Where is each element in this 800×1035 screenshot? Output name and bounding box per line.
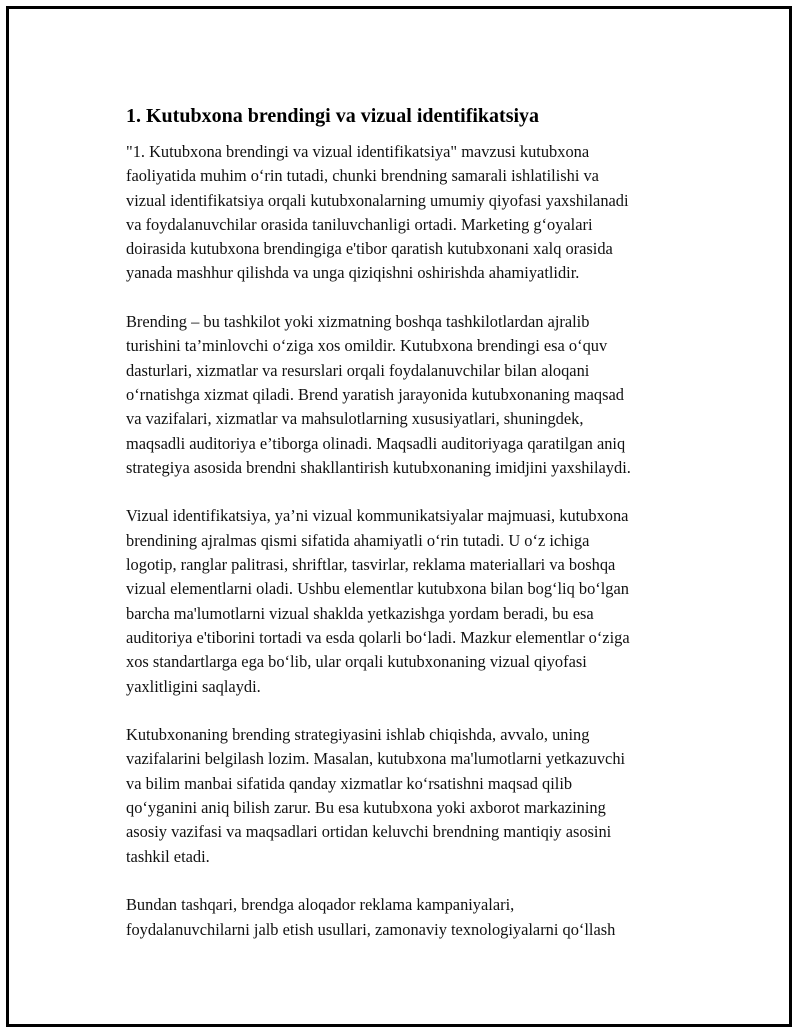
paragraph-line: Brending – bu tashkilot yoki xizmatning boshqa tashkilotlardan ajralib: [126, 312, 590, 332]
paragraph: [126, 310, 716, 480]
paragraph-line: va vazifalari, xizmatlar va mahsulotlarning xususiyatlari, shuningdek,: [126, 409, 584, 429]
paragraph-line: asosiy vazifasi va maqsadlari ortidan keluvchi brendning mantiqiy asosini: [126, 822, 612, 842]
paragraph: [126, 504, 716, 698]
paragraph-line: xos standartlarga ega boʻlib, ular orqali kutubxonaning vizual qiyofasi: [126, 652, 587, 672]
paragraph-line: doirasida kutubxona brendingiga e'tibor qaratish kutubxonani xalq orasida: [126, 239, 613, 259]
paragraph-line: Bundan tashqari, brendga aloqador reklama kampaniyalari,: [126, 895, 515, 915]
paragraph: [126, 723, 716, 869]
paragraph-line: maqsadli auditoriya e’tiborga olinadi. Maqsadli auditoriyaga qaratilgan aniq: [126, 433, 626, 453]
paragraph-line: va foydalanuvchilar orasida taniluvchanligi ortadi. Marketing gʻoyalari: [126, 214, 593, 234]
paragraph-line: "1. Kutubxona brendingi va vizual identifikatsiya" mavzusi kutubxona: [126, 142, 590, 161]
paragraph-line: auditoriya e'tiborini tortadi va esda qolarli boʻladi. Mazkur elementlar oʻziga: [126, 627, 630, 647]
paragraph-line: barcha ma'lumotlarni vizual shaklda yetkazishga yordam beradi, bu esa: [126, 603, 594, 623]
paragraph-line: faoliyatida muhim oʻrin tutadi, chunki brendning samarali ishlatilishi va: [126, 166, 599, 186]
paragraph-line: oʻrnatishga xizmat qiladi. Brend yaratish jarayonida kutubxonaning maqsad: [126, 384, 624, 404]
paragraph-line: foydalanuvchilarni jalb etish usullari, zamonaviy texnologiyalarni qoʻllash: [126, 919, 616, 939]
paragraph-line: vizual identifikatsiya orqali kutubxonalarning umumiy qiyofasi yaxshilanadi: [126, 190, 629, 210]
paragraph-line: logotip, ranglar palitrasi, shriftlar, tasvirlar, reklama materiallari va boshqa: [126, 555, 616, 575]
paragraph-line: tashkil etadi.: [126, 846, 210, 866]
paragraph-line: strategiya asosida brendni shakllantirish kutubxonaning imidjini yaxshilaydi.: [126, 457, 631, 477]
paragraph-list: [126, 140, 716, 942]
paragraph-line: turishini ta’minlovchi oʻziga xos omildir. Kutubxona brendingi esa oʻquv: [126, 336, 608, 356]
paragraph-line: dasturlari, xizmatlar va resurslari orqali foydalanuvchilar bilan aloqani: [126, 360, 590, 380]
paragraph-line: qoʻyganini aniq bilish zarur. Bu esa kutubxona yoki axborot markazining: [126, 798, 606, 818]
paragraph-line: Kutubxonaning brending strategiyasini ishlab chiqishda, avvalo, uning: [126, 725, 590, 745]
paragraph-line: Vizual identifikatsiya, ya’ni vizual kommunikatsiyalar majmuasi, kutubxona: [126, 506, 629, 526]
section-heading: 1. Kutubxona brendingi va vizual identifikatsiya: [126, 105, 540, 127]
paragraph: [126, 140, 716, 286]
paragraph-line: yanada mashhur qilishda va unga qiziqishni oshirishda ahamiyatlidir.: [126, 263, 580, 283]
paragraph-line: va bilim manbai sifatida qanday xizmatlar koʻrsatishni maqsad qilib: [126, 773, 573, 793]
paragraph-line: vizual elementlarni oladi. Ushbu elementlar kutubxona bilan bogʻliq boʻlgan: [126, 579, 629, 599]
paragraph: [126, 893, 716, 942]
paragraph-line: yaxlitligini saqlaydi.: [126, 676, 261, 696]
paragraph-line: brendining ajralmas qismi sifatida ahamiyatli oʻrin tutadi. U oʻz ichiga: [126, 530, 590, 550]
document-body: [126, 104, 716, 966]
page-frame: [6, 6, 792, 1027]
paragraph-line: vazifalarini belgilash lozim. Masalan, kutubxona ma'lumotlarni yetkazuvchi: [126, 749, 626, 769]
